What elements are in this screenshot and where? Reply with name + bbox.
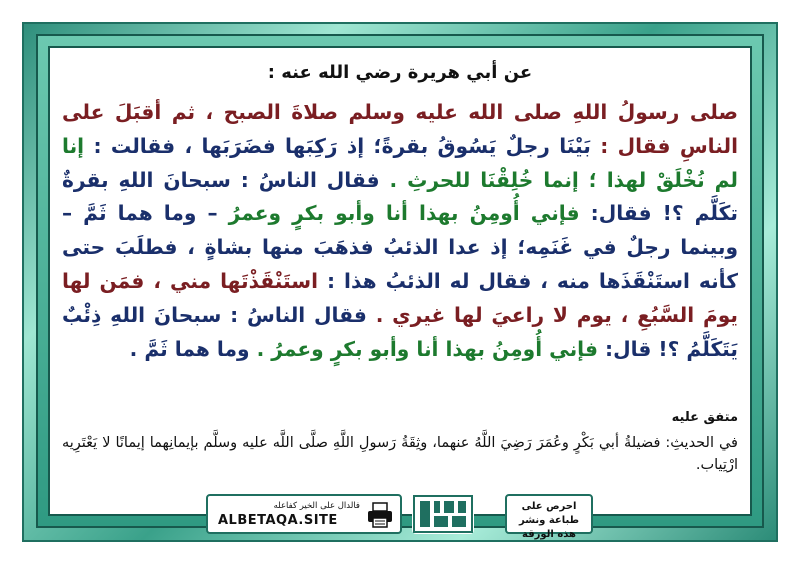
hadith-segment: فإني أُومِنُ بهذا أنا وأبو بكرٍ وعمرُ . xyxy=(256,336,605,361)
dal-ala-khair-note: فالدال على الخير كفاعله xyxy=(273,501,360,511)
site-url[interactable]: ALBETAQA.SITE xyxy=(218,513,338,528)
hadith-segment: صلى رسولُ اللهِ صلى الله عليه وسلم صلاةَ الصبح ، ثم أقبَلَ على الناسِ فقال : xyxy=(62,100,738,158)
albetaqa-logo-icon xyxy=(412,494,474,534)
hadith-narrator-title: عن أبي هريرة رضي الله عنه : xyxy=(267,62,533,83)
hadith-source: متفق عليه xyxy=(671,410,738,425)
hadith-segment: إنا لم نُخْلَقْ لهذا ؛ إنما خُلِقْنَا للحرثِ . xyxy=(62,133,738,192)
footer xyxy=(0,494,800,540)
hadith-segment: استَنْقَذْتَها مني ، فمَن لها يومَ السَّبُعِ ، يوم لا راعيَ لها غيري . xyxy=(62,268,738,327)
hadith-segment: بَيْنَا رجلٌ يَسُوقُ بقرةً؛ إذ رَكِبَها فضَرَبَها ، فقالت : xyxy=(93,133,601,158)
printer-icon xyxy=(366,501,394,529)
hadith-segment: فإني أُومِنُ بهذا أنا وأبو بكرٍ وعمرُ xyxy=(228,201,591,226)
hadith-segment: قال: xyxy=(605,336,659,361)
hadith-text xyxy=(62,96,738,366)
hadith-segment: فقال: xyxy=(590,201,663,226)
hadith-segment: – وما هما ثَمَّ – وبينما رجلٌ في غَنَمِه؛ إذ عدا الذئبُ فذهَبَ منها بشاةٍ ، فطلَبَ حتى كأنه استَنْقَذَها منه ، فقال له الذئبُ هذا : xyxy=(62,201,738,293)
hadith-segment: وما هما ثَمَّ . xyxy=(129,336,257,361)
site-box[interactable] xyxy=(206,494,402,534)
hadith-lesson: في الحديثِ: فضيلةُ أبي بَكْرٍ وعُمَرَ رَضِيَ اللَّهُ عنهما، وثِقَةُ رَسولِ اللَّهِ صلَّى اللَّه عليه وسلَّم بإيمانِهما إيمانًا لا يَعْتَرِيه ارْتِياب. xyxy=(62,435,738,473)
print-reminder: احرص على طباعة ونشر هذه الورقة xyxy=(505,494,593,534)
hadith-segment: فقال الناسُ : سبحانَ اللهِ ذِئْبٌ يَتَكَلَّمُ ؟! xyxy=(62,302,738,361)
hadith-segment: فقال الناسُ : سبحانَ اللهِ بقرةٌ تكَلَّم ؟! xyxy=(62,167,738,226)
